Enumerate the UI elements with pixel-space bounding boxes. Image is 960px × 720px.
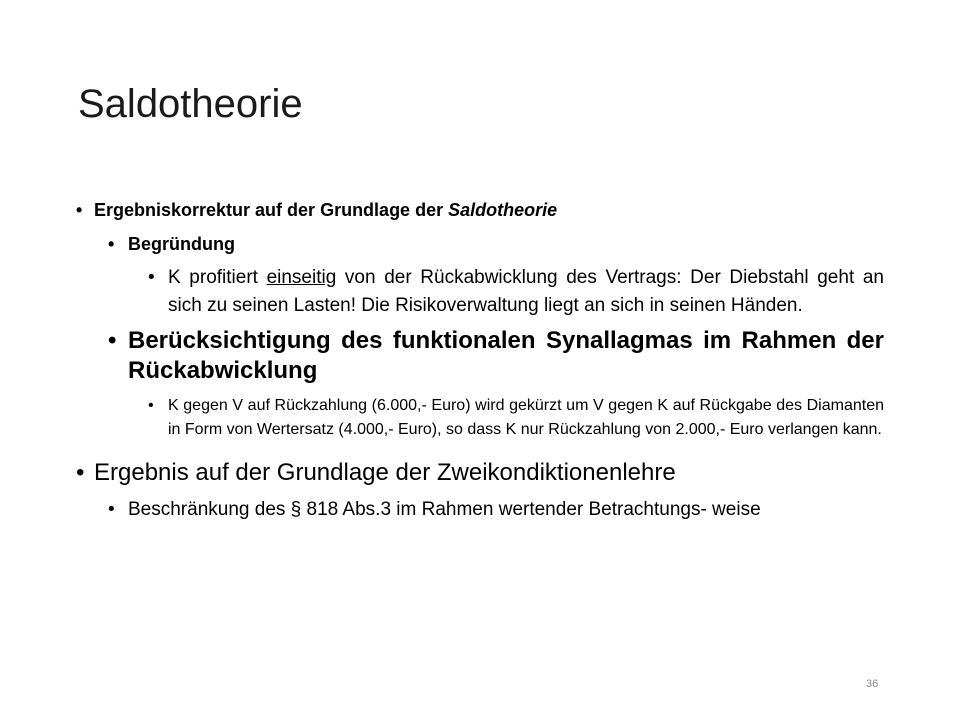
bullet-icon: • <box>108 499 115 520</box>
item-text: Begründung <box>128 234 235 254</box>
bullet-item-zweikondiktionenlehre <box>76 458 884 488</box>
bullet-icon: • <box>76 200 83 220</box>
slide-title: Saldotheorie <box>78 82 303 126</box>
bullet-list <box>76 196 884 524</box>
bullet-item-rueckzahlung <box>148 394 884 442</box>
bullet-item-einseitig <box>148 264 884 320</box>
bullet-item-synallagma <box>108 326 884 386</box>
item-text: von der Rückabwicklung des Vertrags: Der Diebstahl geht an sich zu seinen Lasten! Die Risikoverwaltung liegt an sich in seinen Händen. <box>168 267 884 316</box>
bullet-item-saldotheorie <box>76 196 884 224</box>
bullet-icon: • <box>108 327 117 354</box>
item-text: K profitiert <box>168 267 267 288</box>
bullet-icon: • <box>76 459 85 486</box>
item-text: Beschränkung des § 818 Abs.3 im Rahmen wertender Betrachtungs- weise <box>128 499 761 520</box>
bullet-icon: • <box>148 267 155 288</box>
item-text-underlined: einseitig <box>266 267 337 288</box>
item-text: Berücksichtigung des funktionalen Synallagmas im Rahmen der Rückabwicklung <box>128 327 884 384</box>
item-text: K gegen V auf Rückzahlung (6.000,- Euro) wird gekürzt um V gegen K auf Rückgabe des Diamanten in Form von Wertersatz (4.000,- Euro), so dass K nur Rückzahlung von 2.000,- Euro verlangen kann. <box>168 397 884 438</box>
item-text-italic: Saldotheorie <box>448 200 558 220</box>
page-number: 36 <box>866 678 879 690</box>
bullet-item-818 <box>108 496 884 524</box>
item-text: Ergebniskorrektur auf der Grundlage der <box>94 200 449 220</box>
bullet-icon: • <box>148 397 154 414</box>
bullet-item-begruendung <box>108 230 884 258</box>
item-text: Ergebnis auf der Grundlage der Zweikondiktionenlehre <box>94 459 676 486</box>
bullet-icon: • <box>108 234 115 254</box>
